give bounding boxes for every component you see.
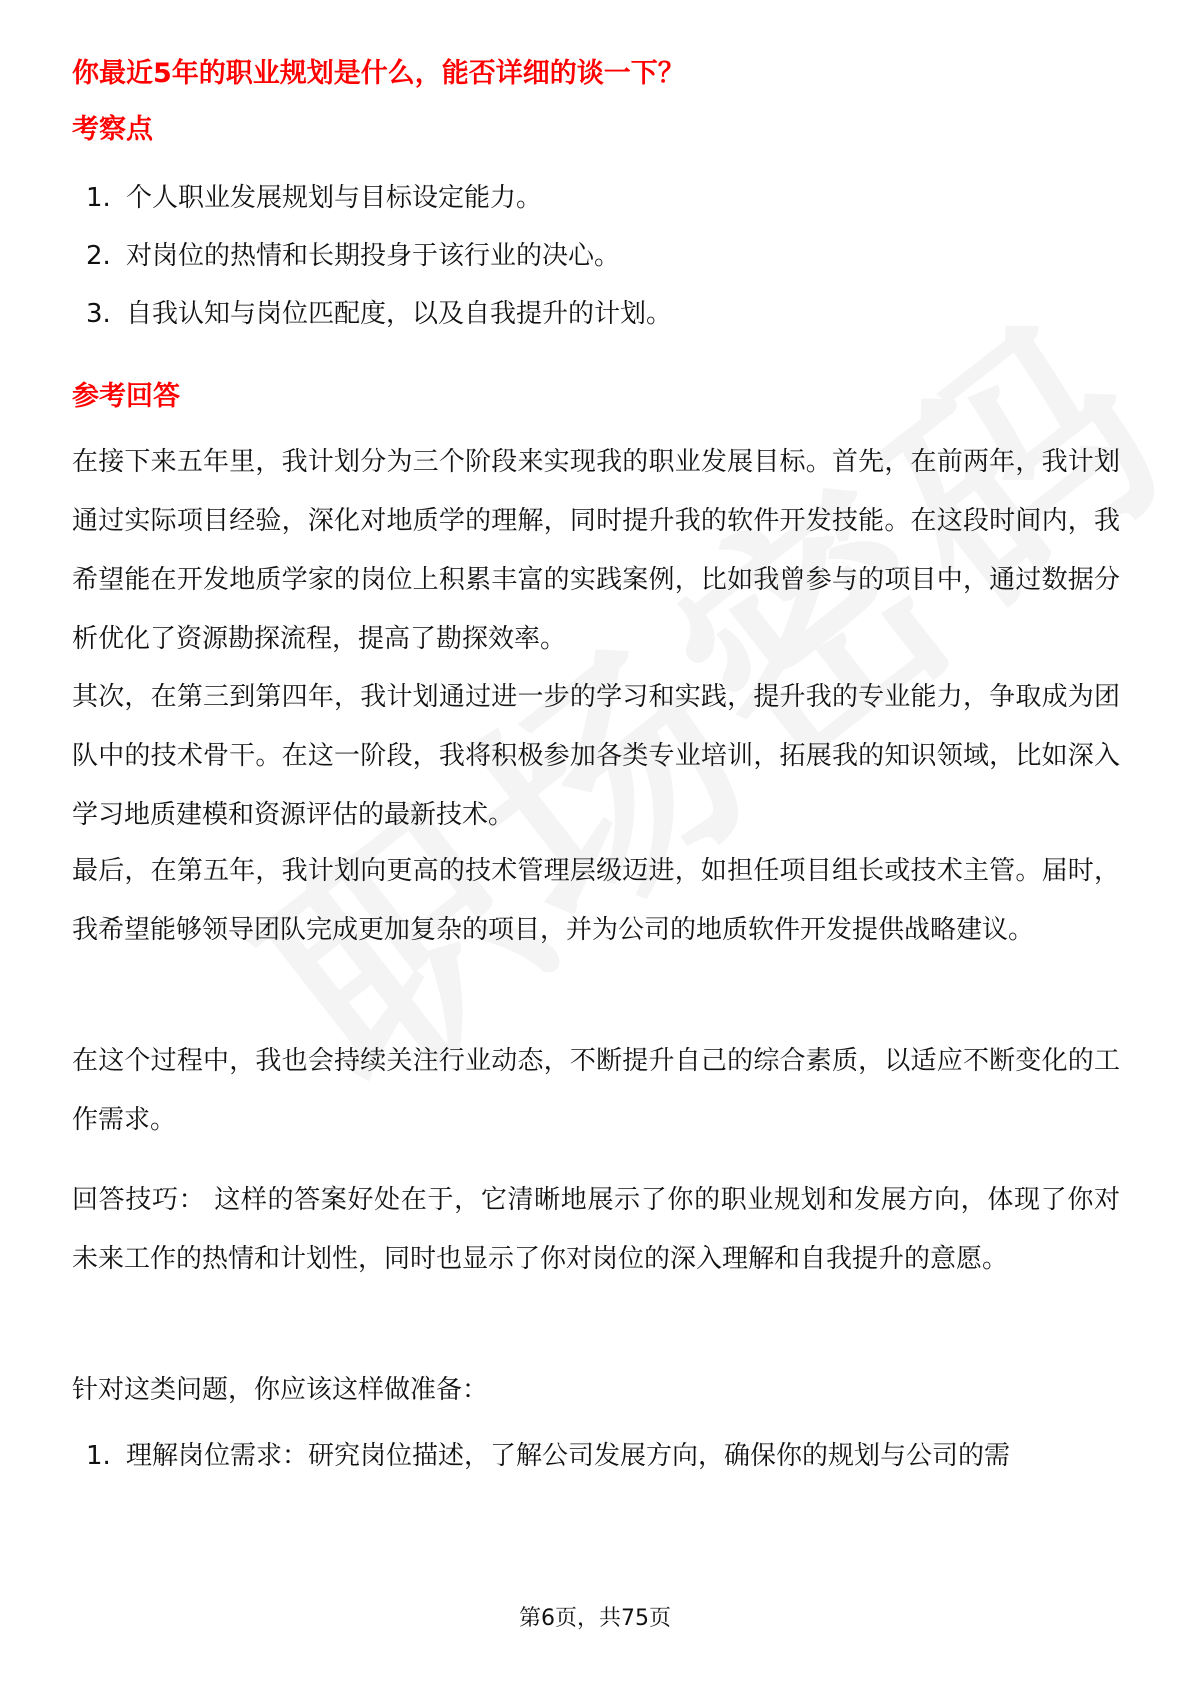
answer-paragraph: 最后，在第五年，我计划向更高的技术管理层级迈进，如担任项目组长或技术主管。届时，我希望能够领导团队完成更加复杂的项目，并为公司的地质软件开发提供战略建议。 xyxy=(72,856,1120,945)
page-number: 第6页，共75页 xyxy=(519,1606,671,1631)
answer-paragraph: 其次，在第三到第四年，我计划通过进一步的学习和实践，提升我的专业能力，争取成为团队中的技术骨干。在这一阶段，我将积极参加各类专业培训，拓展我的知识领域，比如深入学习地质建模和资源评估的最新技术。 xyxy=(72,682,1120,830)
prep-intro: 针对这类问题，你应该这样做准备： xyxy=(72,1375,489,1405)
list-item xyxy=(72,296,1122,333)
list-item-number: 3. xyxy=(86,299,111,329)
list-item-text: 自我认知与岗位匹配度，以及自我提升的计划。 xyxy=(126,299,673,329)
tips-paragraph: 回答技巧： 这样的答案好处在于，它清晰地展示了你的职业规划和发展方向，体现了你对未来工作的热情和计划性，同时也显示了你对岗位的深入理解和自我提升的意愿。 xyxy=(72,1185,1120,1274)
list-item-text: 个人职业发展规划与目标设定能力。 xyxy=(126,183,543,213)
list-item-text: 对岗位的热情和长期投身于该行业的决心。 xyxy=(126,241,621,271)
answer-paragraph: 在接下来五年里，我计划分为三个阶段来实现我的职业发展目标。首先，在前两年，我计划通过实际项目经验，深化对地质学的理解，同时提升我的软件开发技能。在这段时间内，我希望能在开发地质学家的岗位上积累丰富的实践案例，比如我曾参与的项目中，通过数据分析优化了资源勘探流程，提高了勘探效率。 xyxy=(72,447,1120,654)
list-item-number: 1. xyxy=(86,1441,111,1471)
list-item xyxy=(72,238,1122,275)
answer-heading: 参考回答 xyxy=(72,381,180,412)
list-item xyxy=(72,1438,1122,1475)
list-item-number: 1. xyxy=(86,183,111,213)
list-item-text: 理解岗位需求：研究岗位描述，了解公司发展方向，确保你的规划与公司的需 xyxy=(126,1441,1011,1471)
answer-paragraph: 在这个过程中，我也会持续关注行业动态，不断提升自己的综合素质，以适应不断变化的工作需求。 xyxy=(72,1046,1120,1135)
points-heading: 考察点 xyxy=(72,114,153,145)
prep-list xyxy=(72,1438,1122,1475)
list-item-number: 2. xyxy=(86,241,111,271)
question-title: 你最近5年的职业规划是什么，能否详细的谈一下？ xyxy=(72,58,685,89)
points-list xyxy=(72,180,1122,354)
list-item xyxy=(72,180,1122,217)
